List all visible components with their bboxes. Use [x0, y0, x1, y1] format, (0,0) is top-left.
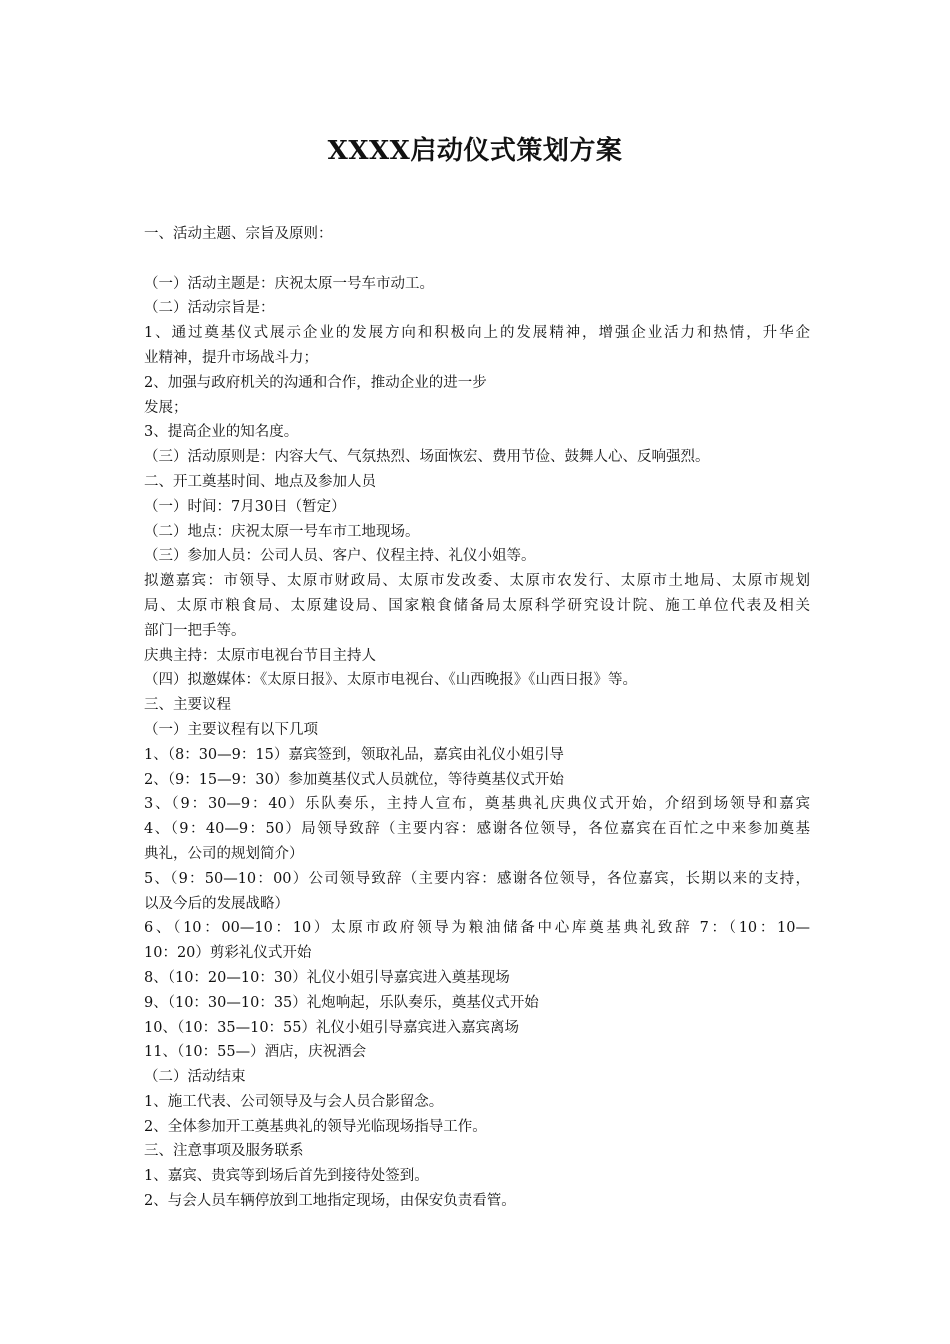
- blank-line: [144, 247, 810, 272]
- paragraph-line: 3、提高企业的知名度。: [144, 424, 299, 441]
- section-heading: 三、主要议程: [144, 697, 231, 714]
- paragraph-line: （二）活动结束: [144, 1069, 246, 1086]
- paragraph-line: 发展；: [144, 399, 188, 416]
- agenda-item: 10、（10：35—10：55）礼仪小姐引导嘉宾进入嘉宾离场: [144, 1019, 520, 1036]
- agenda-item: 4、（9：40—9：50）局领导致辞（主要内容：感谢各位领导，各位嘉宾在百忙之中来参加奠基: [144, 821, 810, 838]
- paragraph-line: （二）地点：庆祝太原一号车市工地现场。: [144, 523, 420, 540]
- paragraph-line: 局、太原市粮食局、太原建设局、国家粮食储备局太原科学研究设计院、施工单位代表及相关: [144, 597, 810, 614]
- paragraph-line: （一）时间：7月30日（暂定）: [144, 498, 346, 515]
- paragraph-line: （三）活动原则是：内容大气、气氛热烈、场面恢宏、费用节俭、鼓舞人心、反响强烈。: [144, 449, 710, 466]
- agenda-item: 典礼，公司的规划简介）: [144, 845, 304, 862]
- paragraph-line: （三）参加人员：公司人员、客户、仪程主持、礼仪小姐等。: [144, 548, 536, 565]
- paragraph-line: 业精神，提升市场战斗力；: [144, 349, 318, 366]
- agenda-item: 11、（10：55—）酒店，庆祝酒会: [144, 1044, 367, 1061]
- paragraph-line: （四）拟邀媒体：《太原日报》、太原市电视台、《山西晚报》《山西日报》等。: [144, 672, 637, 689]
- paragraph-line: 庆典主持：太原市电视台节目主持人: [144, 647, 376, 664]
- section-heading: 二、开工奠基时间、地点及参加人员: [144, 473, 376, 490]
- agenda-item: 5、（9：50—10：00）公司领导致辞（主要内容：感谢各位领导，各位嘉宾，长期以来的支持，: [144, 870, 810, 887]
- paragraph-line: 2、加强与政府机关的沟通和合作，推动企业的进一步: [144, 374, 487, 391]
- agenda-item: 9、（10：30—10：35）礼炮响起，乐队奏乐，奠基仪式开始: [144, 994, 539, 1011]
- paragraph-line: 部门一把手等。: [144, 622, 246, 639]
- agenda-item: 1、（8：30—9：15）嘉宾签到，领取礼品，嘉宾由礼仪小姐引导: [144, 746, 564, 763]
- agenda-item: 2、（9：15—9：30）参加奠基仪式人员就位，等待奠基仪式开始: [144, 771, 564, 788]
- paragraph-line: 2、与会人员车辆停放到工地指定现场，由保安负责看管。: [144, 1193, 516, 1210]
- section-heading: 三、注意事项及服务联系: [144, 1143, 304, 1160]
- paragraph-line: 2、全体参加开工奠基典礼的领导光临现场指导工作。: [144, 1118, 487, 1135]
- paragraph-line: 1、通过奠基仪式展示企业的发展方向和积极向上的发展精神，增强企业活力和热情，升华企: [144, 325, 810, 342]
- agenda-item: 10：20）剪彩礼仪式开始: [144, 945, 312, 962]
- paragraph-line: （一）主要议程有以下几项: [144, 721, 318, 738]
- agenda-item: 3、（9：30—9：40）乐队奏乐，主持人宣布，奠基典礼庆典仪式开始，介绍到场领导和嘉宾: [144, 796, 810, 813]
- paragraph-line: 拟邀嘉宾：市领导、太原市财政局、太原市发改委、太原市农发行、太原市土地局、太原市规划: [144, 573, 810, 590]
- paragraph-line: （一）活动主题是：庆祝太原一号车市动工。: [144, 275, 434, 292]
- section-heading: 一、活动主题、宗旨及原则：: [144, 226, 333, 242]
- agenda-item: 8、（10：20—10：30）礼仪小姐引导嘉宾进入奠基现场: [144, 969, 510, 986]
- agenda-item: 以及今后的发展战略）: [144, 895, 289, 912]
- document-body: [144, 222, 810, 1214]
- paragraph-line: 1、施工代表、公司领导及与会人员合影留念。: [144, 1093, 444, 1110]
- agenda-item: 6、（10：00—10：10）太原市政府领导为粮油储备中心库奠基典礼致辞 7：（10：10—: [144, 920, 810, 937]
- paragraph-line: 1、嘉宾、贵宾等到场后首先到接待处签到。: [144, 1168, 429, 1185]
- paragraph-line: （二）活动宗旨是：: [144, 300, 275, 317]
- document-title: XXXX启动仪式策划方案: [327, 136, 623, 166]
